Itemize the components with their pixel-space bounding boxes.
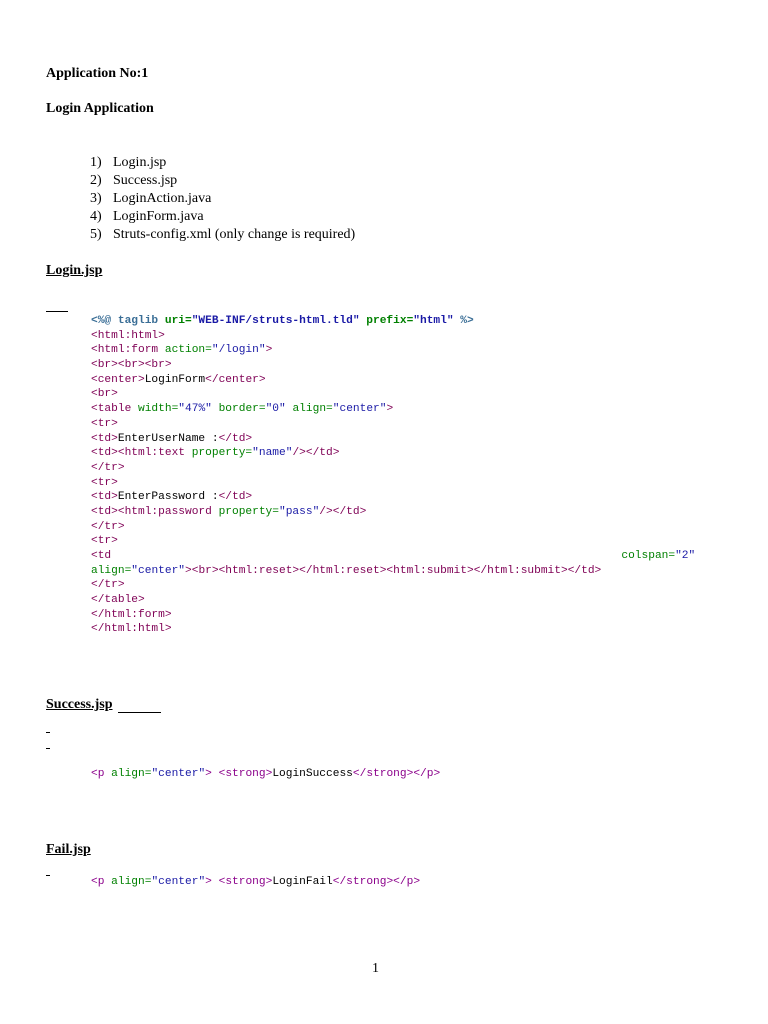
code-token: "center" bbox=[151, 876, 206, 888]
code-line bbox=[91, 373, 721, 388]
code-token: <td><html:text bbox=[91, 447, 192, 460]
list-item: 5) Struts-config.xml (only change is required) bbox=[90, 227, 356, 242]
code-token: </strong></p> bbox=[332, 876, 421, 888]
code-line bbox=[91, 461, 721, 476]
code-line bbox=[91, 417, 721, 432]
code-token: <tr> bbox=[91, 535, 118, 548]
code-token: <td> bbox=[91, 432, 118, 445]
code-token: <td bbox=[91, 550, 622, 562]
code-line bbox=[91, 358, 721, 373]
code-token: </tr> bbox=[91, 461, 125, 474]
code-token: property= bbox=[218, 505, 279, 518]
code-token: "center" bbox=[332, 403, 387, 416]
code-token: "WEB-INF/struts-html.tld" bbox=[191, 315, 360, 327]
code-token: width= bbox=[138, 403, 179, 416]
code-token: /></td> bbox=[292, 447, 340, 460]
code-token: LoginForm bbox=[144, 373, 206, 386]
code-token: </td> bbox=[218, 491, 253, 504]
success-jsp-heading: Success.jsp bbox=[46, 697, 113, 712]
code-token: "center" bbox=[151, 768, 206, 780]
code-token: </html:html> bbox=[91, 623, 172, 636]
code-line bbox=[91, 622, 721, 637]
code-token: > <strong> bbox=[205, 876, 273, 888]
code-token: "47%" bbox=[178, 403, 212, 416]
application-number-heading: Application No:1 bbox=[46, 66, 149, 81]
code-line bbox=[91, 432, 721, 447]
code-token: "0" bbox=[265, 403, 286, 416]
success-jsp-code-block bbox=[91, 767, 721, 782]
code-token: "2" bbox=[675, 550, 696, 562]
code-token: <html:html> bbox=[91, 329, 165, 342]
code-token: </center> bbox=[205, 373, 266, 386]
code-token: align= bbox=[111, 768, 152, 780]
application-title-heading: Login Application bbox=[46, 101, 154, 116]
code-token: %> bbox=[453, 315, 474, 327]
code-line bbox=[91, 564, 721, 579]
code-token: property= bbox=[191, 447, 253, 460]
list-item: 3) LoginAction.java bbox=[90, 191, 212, 206]
divider bbox=[46, 875, 50, 876]
code-token: <p bbox=[91, 876, 112, 888]
code-line bbox=[91, 343, 721, 358]
code-token: EnterUserName : bbox=[117, 432, 219, 445]
code-token: uri= bbox=[164, 315, 192, 327]
code-line bbox=[91, 608, 721, 623]
code-line bbox=[91, 446, 721, 461]
code-line bbox=[91, 520, 721, 535]
code-token: <%@ taglib bbox=[91, 315, 165, 327]
login-jsp-heading: Login.jsp bbox=[46, 263, 103, 278]
divider bbox=[46, 732, 50, 733]
code-token: border= bbox=[218, 403, 266, 416]
code-token: "html" bbox=[413, 315, 454, 327]
code-line bbox=[91, 593, 721, 608]
file-list bbox=[90, 154, 355, 244]
code-token: align= bbox=[111, 876, 152, 888]
code-token: </html:form> bbox=[91, 608, 172, 621]
code-token: <td> bbox=[91, 491, 118, 504]
code-token: prefix= bbox=[366, 315, 414, 327]
code-line bbox=[91, 314, 721, 329]
divider bbox=[46, 748, 50, 749]
code-token: <tr> bbox=[91, 476, 118, 489]
code-token: </td> bbox=[218, 432, 253, 445]
code-token: > bbox=[386, 403, 394, 416]
code-line bbox=[91, 505, 721, 520]
code-token: <p bbox=[91, 768, 112, 780]
fail-jsp-code-block bbox=[91, 875, 721, 890]
code-line bbox=[91, 387, 721, 402]
code-token: > <strong> bbox=[205, 768, 273, 780]
code-token: action= bbox=[164, 344, 212, 357]
code-line bbox=[91, 476, 721, 491]
code-token: <tr> bbox=[91, 417, 118, 430]
code-line bbox=[91, 329, 721, 344]
code-token: align= bbox=[292, 403, 333, 416]
code-line bbox=[91, 549, 721, 564]
login-jsp-code-block bbox=[91, 314, 721, 637]
code-token: "/login" bbox=[211, 344, 266, 357]
code-token: </tr> bbox=[91, 579, 125, 592]
heading-underline-extension bbox=[118, 712, 161, 713]
code-token: <table bbox=[91, 403, 138, 416]
code-token: </strong></p> bbox=[352, 768, 441, 780]
code-token: "pass" bbox=[279, 505, 320, 518]
code-token: "name" bbox=[252, 447, 293, 460]
list-item: 2) Success.jsp bbox=[90, 173, 178, 188]
code-token: </table> bbox=[91, 594, 145, 607]
fail-jsp-heading: Fail.jsp bbox=[46, 842, 91, 857]
code-token: align= bbox=[91, 564, 132, 577]
code-token: "center" bbox=[131, 564, 186, 577]
code-token bbox=[212, 403, 219, 415]
code-token: <html:form bbox=[91, 344, 165, 357]
code-token: <td><html:password bbox=[91, 505, 219, 518]
code-line bbox=[91, 875, 721, 890]
code-token: <center> bbox=[91, 373, 145, 386]
code-token: EnterPassword : bbox=[117, 491, 219, 504]
code-line bbox=[91, 534, 721, 549]
code-token: <br><br><br> bbox=[91, 359, 172, 372]
page-number: 1 bbox=[372, 961, 379, 976]
code-token: ><br><html:reset></html:reset><html:submit></html:submit></td> bbox=[185, 564, 602, 577]
list-item: 4) LoginForm.java bbox=[90, 209, 204, 224]
code-token: </tr> bbox=[91, 520, 125, 533]
divider bbox=[46, 311, 68, 312]
code-token: LoginSuccess bbox=[272, 768, 353, 780]
code-token: /></td> bbox=[319, 505, 367, 518]
code-token: > bbox=[265, 344, 273, 357]
code-token: LoginFail bbox=[272, 876, 333, 888]
code-line bbox=[91, 402, 721, 417]
code-line bbox=[91, 578, 721, 593]
code-line bbox=[91, 490, 721, 505]
code-token: colspan= bbox=[621, 550, 676, 562]
list-item: 1) Login.jsp bbox=[90, 155, 167, 170]
code-line bbox=[91, 767, 721, 782]
code-token: <br> bbox=[91, 388, 118, 401]
